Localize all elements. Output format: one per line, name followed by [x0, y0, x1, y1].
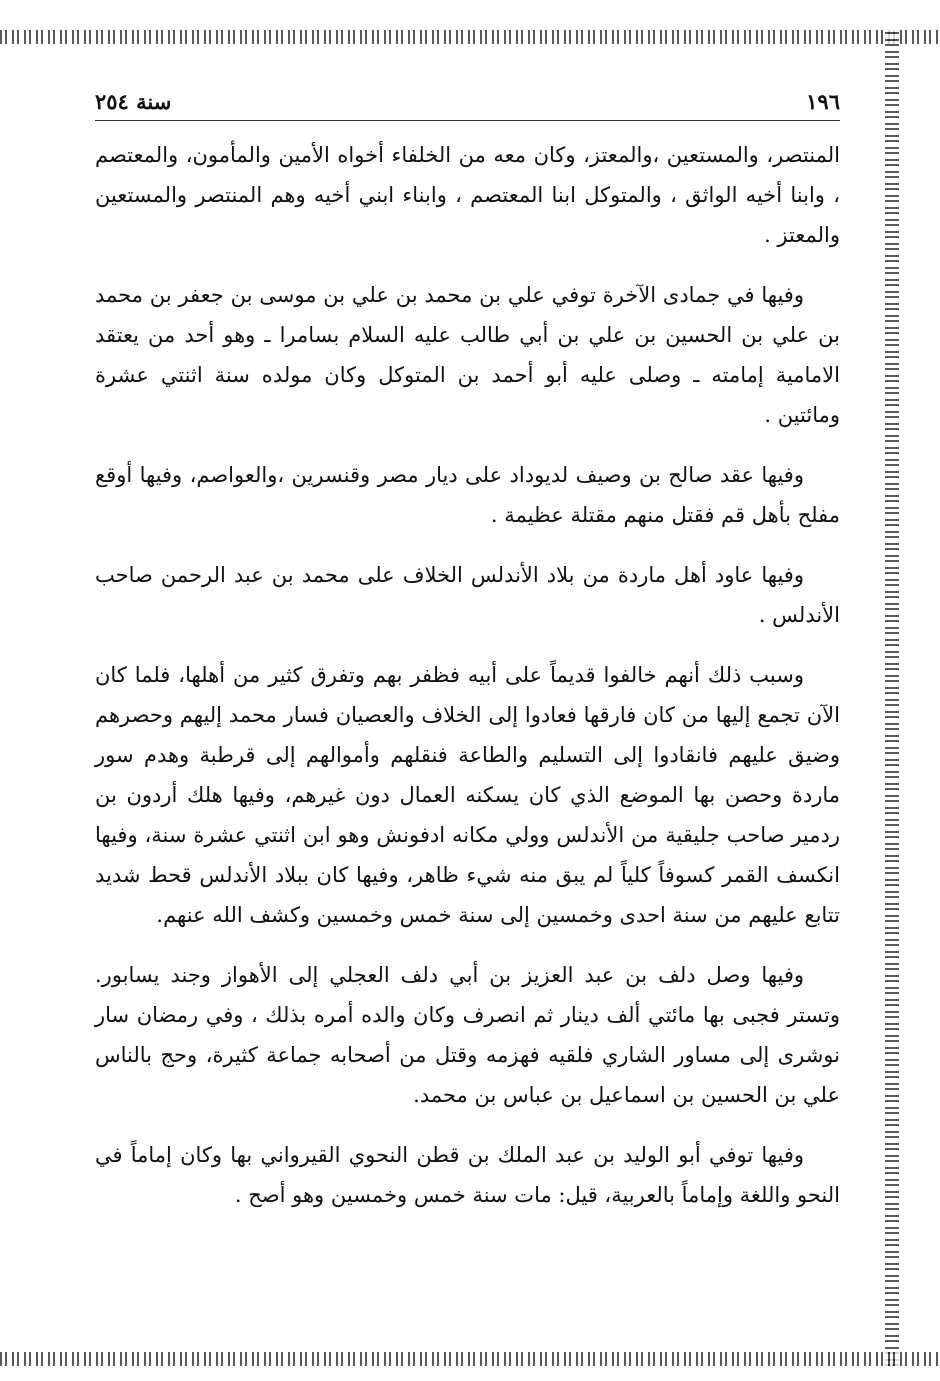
ornamental-border-right — [885, 30, 899, 1366]
page-body — [95, 135, 840, 1235]
header-divider — [95, 120, 840, 121]
paragraph: وفيها توفي أبو الوليد بن عبد الملك بن قطن النحوي القيرواني بها وكان إماماً في النحو واللغة وإماماً بالعربية، قيل: مات سنة خمس وخمسين وهو أصح . — [95, 1143, 840, 1207]
paragraph: وفيها عقد صالح بن وصيف لديوداد على ديار مصر وقنسرين ،والعواصم، وفيها أوقع مفلح بأهل قم فقتل منهم مقتلة عظيمة . — [95, 463, 840, 527]
paragraph: المنتصر، والمستعين ،والمعتز، وكان معه من الخلفاء أخواه الأمين والمأمون، والمعتصم ، وابنا أخيه الواثق ، والمتوكل ابنا المعتصم ، وابناء ابني أخيه وهم المنتصر والمستعين والمعتز . — [95, 143, 840, 247]
paragraph: وسبب ذلك أنهم خالفوا قديماً على أبيه فظفر بهم وتفرق كثير من أهلها، فلما كان الآن تجمع إليها من كان فارقها فعادوا إلى الخلاف والعصيان فسار محمد إليهم وحصرهم وضيق عليهم فانقادوا إلى التسليم والطاعة فنقلهم وأموالهم إلى قرطبة وهدم سور ماردة وحصن بها الموضع الذي كان يسكنه العمال دون غيرهم، وفيها هلك أردون بن ردمير صاحب جليقية من الأندلس وولي مكانه ادفونش وهو ابن اثنتي عشرة سنة، وفيها انكسف القمر كسوفاً كلياً لم يبق منه شيء ظاهر، وفيها كان ببلاد الأندلس قحط شديد تتابع عليهم من سنة احدى وخمسين إلى سنة خمس وخمسين وكشف الله عنهم. — [95, 663, 840, 927]
ornamental-border-top — [0, 30, 940, 44]
ornamental-border-bottom — [0, 1352, 940, 1366]
page-number: ١٩٦ — [806, 88, 840, 114]
page-header — [95, 86, 840, 116]
paragraph: وفيها عاود أهل ماردة من بلاد الأندلس الخلاف على محمد بن عبد الرحمن صاحب الأندلس . — [95, 563, 840, 627]
running-head-year: سنة ٢٥٤ — [95, 88, 172, 114]
paragraph: وفيها وصل دلف بن عبد العزيز بن أبي دلف العجلي إلى الأهواز وجند يسابور. وتستر فجبى بها مائتي ألف دينار ثم انصرف وكان والده أمره بذلك ، وفي رمضان سار نوشرى إلى مساور الشاري فلقيه فهزمه وقتل من أصحابه جماعة كثيرة، وحج بالناس علي بن الحسين بن اسماعيل بن عباس بن محمد. — [95, 963, 840, 1107]
paragraph: وفيها في جمادى الآخرة توفي علي بن محمد بن علي بن موسى بن جعفر بن محمد بن علي بن الحسين بن علي بن أبي طالب عليه السلام بسامرا ـ وهو أحد من يعتقد الامامية إمامته ـ وصلى عليه أبو أحمد بن المتوكل وكان مولده سنة اثنتي عشرة ومائتين . — [95, 283, 840, 427]
